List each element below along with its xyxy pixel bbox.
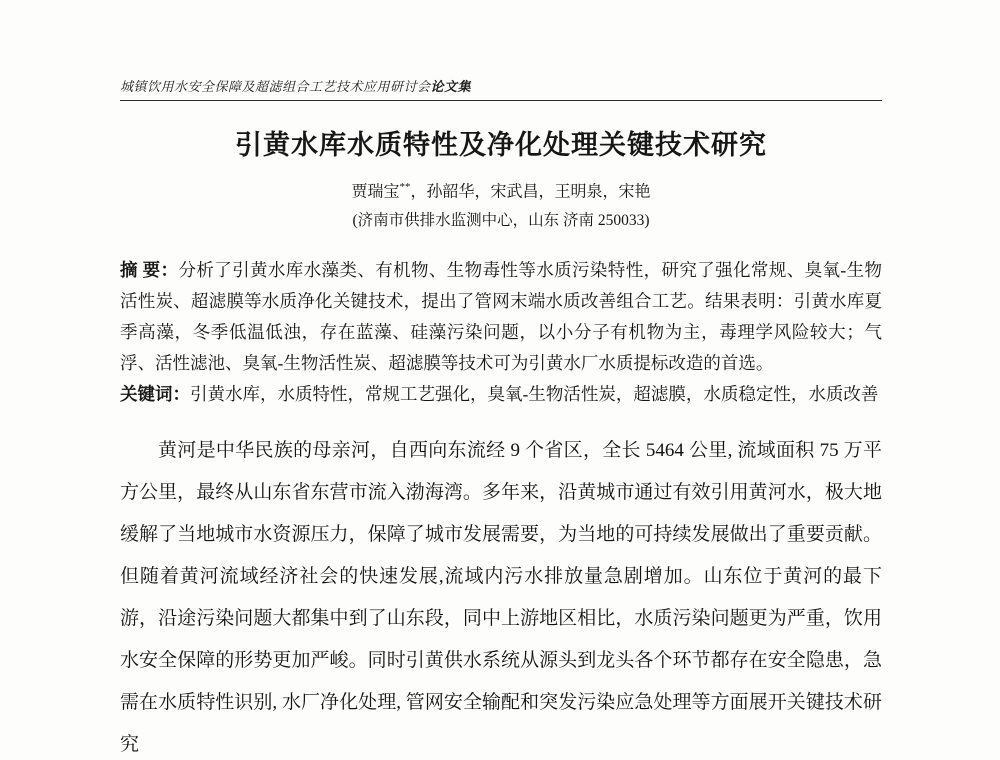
- body-paragraph: 黄河是中华民族的母亲河，自西向东流经 9 个省区，全长 5464 公里, 流域面积 75 万平方公里，最终从山东省东营市流入渤海湾。多年来，沿黄城市通过有效引用黄河水，极大地缓解了当地城市水资源压力，保障了城市发展需要，为当地的可持续发展做出了重要贡献。但随着黄河流域经济社会的快速发展,流域内污水排放量急剧增加。山东位于黄河的最下游，沿途污染问题大都集中到了山东段，同中上游地区相比，水质污染问题更为严重，饮用水安全保障的形势更加严峻。同时引黄供水系统从源头到龙头各个环节都存在安全隐患，急需在水质特性识别, 水厂净化处理, 管网安全输配和突发污染应急处理等方面展开关键技术研究: [120, 440, 882, 756]
- affiliation-line: (济南市供排水监测中心，山东 济南 250033): [352, 212, 650, 230]
- abstract-paragraph: [120, 255, 882, 379]
- abstract-label: 摘 要：: [120, 260, 179, 281]
- author-name-first: 贾瑞宝: [351, 183, 400, 201]
- running-header: [120, 76, 882, 95]
- keywords-label: 关键词：: [120, 384, 190, 405]
- keywords-paragraph: [120, 379, 882, 410]
- author-names-rest: ，孙韶华，宋武昌，王明泉，宋艳: [410, 183, 651, 201]
- header-divider: [120, 100, 882, 101]
- author-line: [120, 176, 882, 203]
- corresponding-author-marker: **: [399, 181, 411, 193]
- paper-title: 引黄水库水质特性及净化处理关键技术研究: [235, 130, 767, 160]
- keywords-text: 引黄水库，水质特性，常规工艺强化，臭氧-生物活性炭，超滤膜，水质稳定性，水质改善: [190, 384, 879, 405]
- abstract-text: 分析了引黄水库水藻类、有机物、生物毒性等水质污染特性，研究了强化常规、臭氧-生物活性炭、超滤膜等水质净化关键技术，提出了管网末端水质改善组合工艺。结果表明：引黄水库夏季高藻，冬季低温低浊，存在蓝藻、硅藻污染问题，以小分子有机物为主，毒理学风险较大；气浮、活性滤池、臭氧-生物活性炭、超滤膜等技术可为引黄水厂水质提标改造的首选。: [120, 260, 882, 374]
- conference-name: 城镇饮用水安全保障及超滤组合工艺技术应用研讨会: [120, 79, 431, 94]
- proceedings-label: 论文集: [430, 79, 472, 94]
